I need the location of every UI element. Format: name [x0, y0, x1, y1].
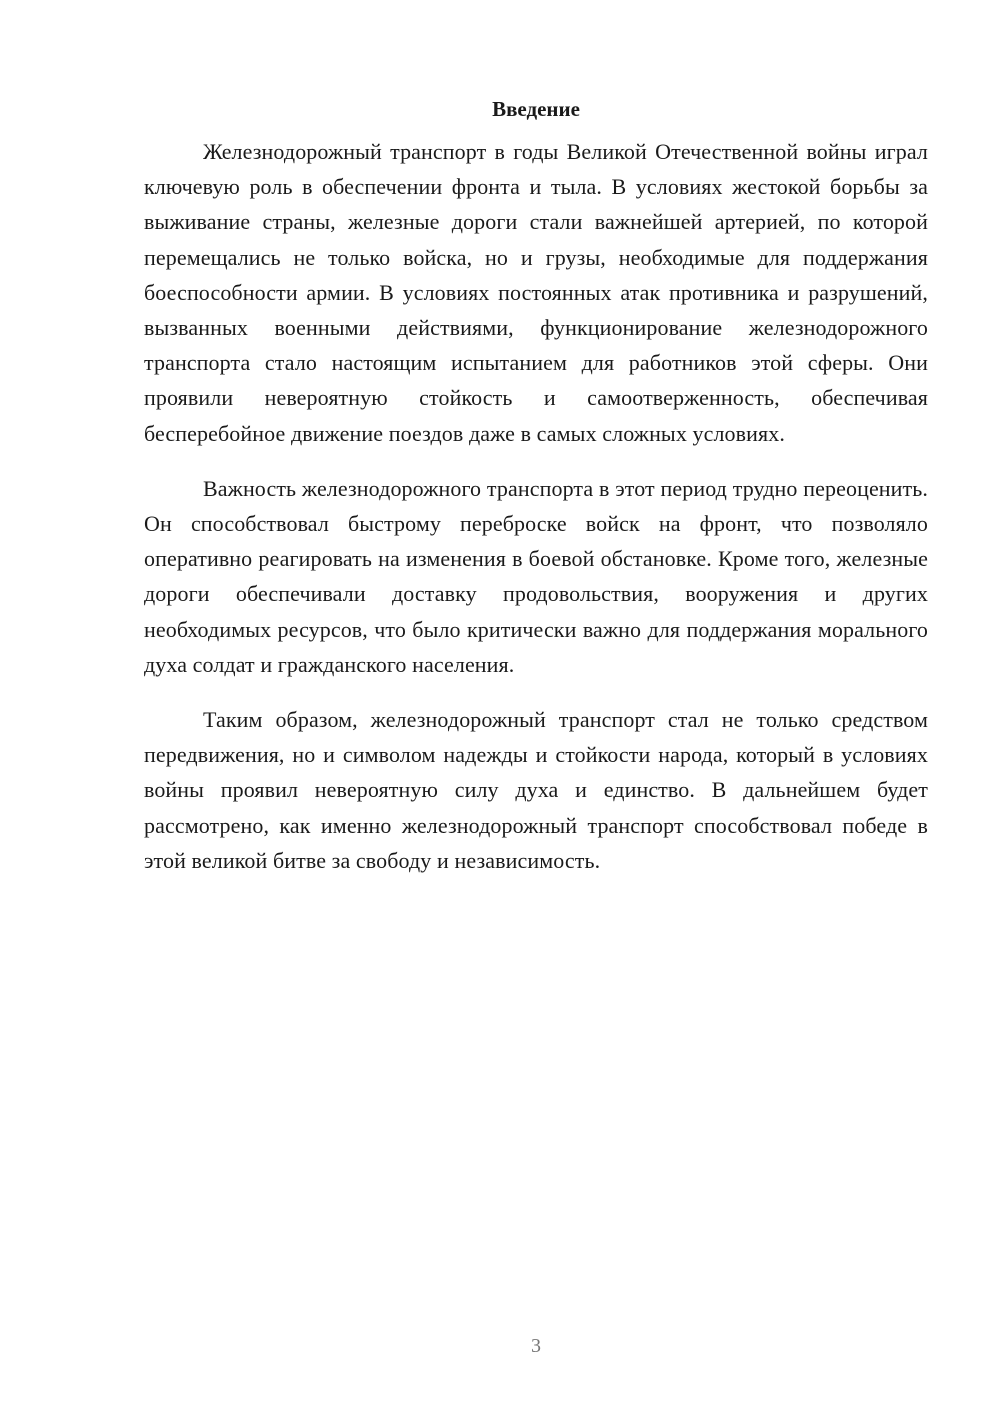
paragraph-1: Железнодорожный транспорт в годы Великой Отечественной войны играл ключевую роль в обеспечении фронта и тыла. В условиях жестокой борьбы за выживание страны, железные дороги стали важнейшей артерией, по которой перемещались не только войска, но и грузы, необходимые для поддержания боеспособности армии. В условиях постоянных атак противника и разрушений, вызванных военными действиями, функционирование железнодорожного транспорта стало настоящим испытанием для работников этой сферы. Они проявили невероятную стойкость и самоотверженность, обеспечивая бесперебойное движение поездов даже в самых сложных условиях. [144, 139, 928, 446]
page-content [144, 92, 928, 898]
page-number: 3 [531, 1335, 541, 1357]
section-heading: Введение [492, 97, 580, 121]
paragraph-3: Таким образом, железнодорожный транспорт стал не только средством передвижения, но и символом надежды и стойкости народа, который в условиях войны проявил невероятную силу духа и единство. В дальнейшем будет рассмотрено, как именно железнодорожный транспорт способствовал победе в этой великой битве за свободу и независимость. [144, 707, 928, 873]
paragraph-2: Важность железнодорожного транспорта в этот период трудно переоценить. Он способствовал быстрому переброске войск на фронт, что позволяло оперативно реагировать на изменения в боевой обстановке. Кроме того, железные дороги обеспечивали доставку продовольствия, вооружения и других необходимых ресурсов, что было критически важно для поддержания морального духа солдат и гражданского населения. [144, 475, 928, 677]
